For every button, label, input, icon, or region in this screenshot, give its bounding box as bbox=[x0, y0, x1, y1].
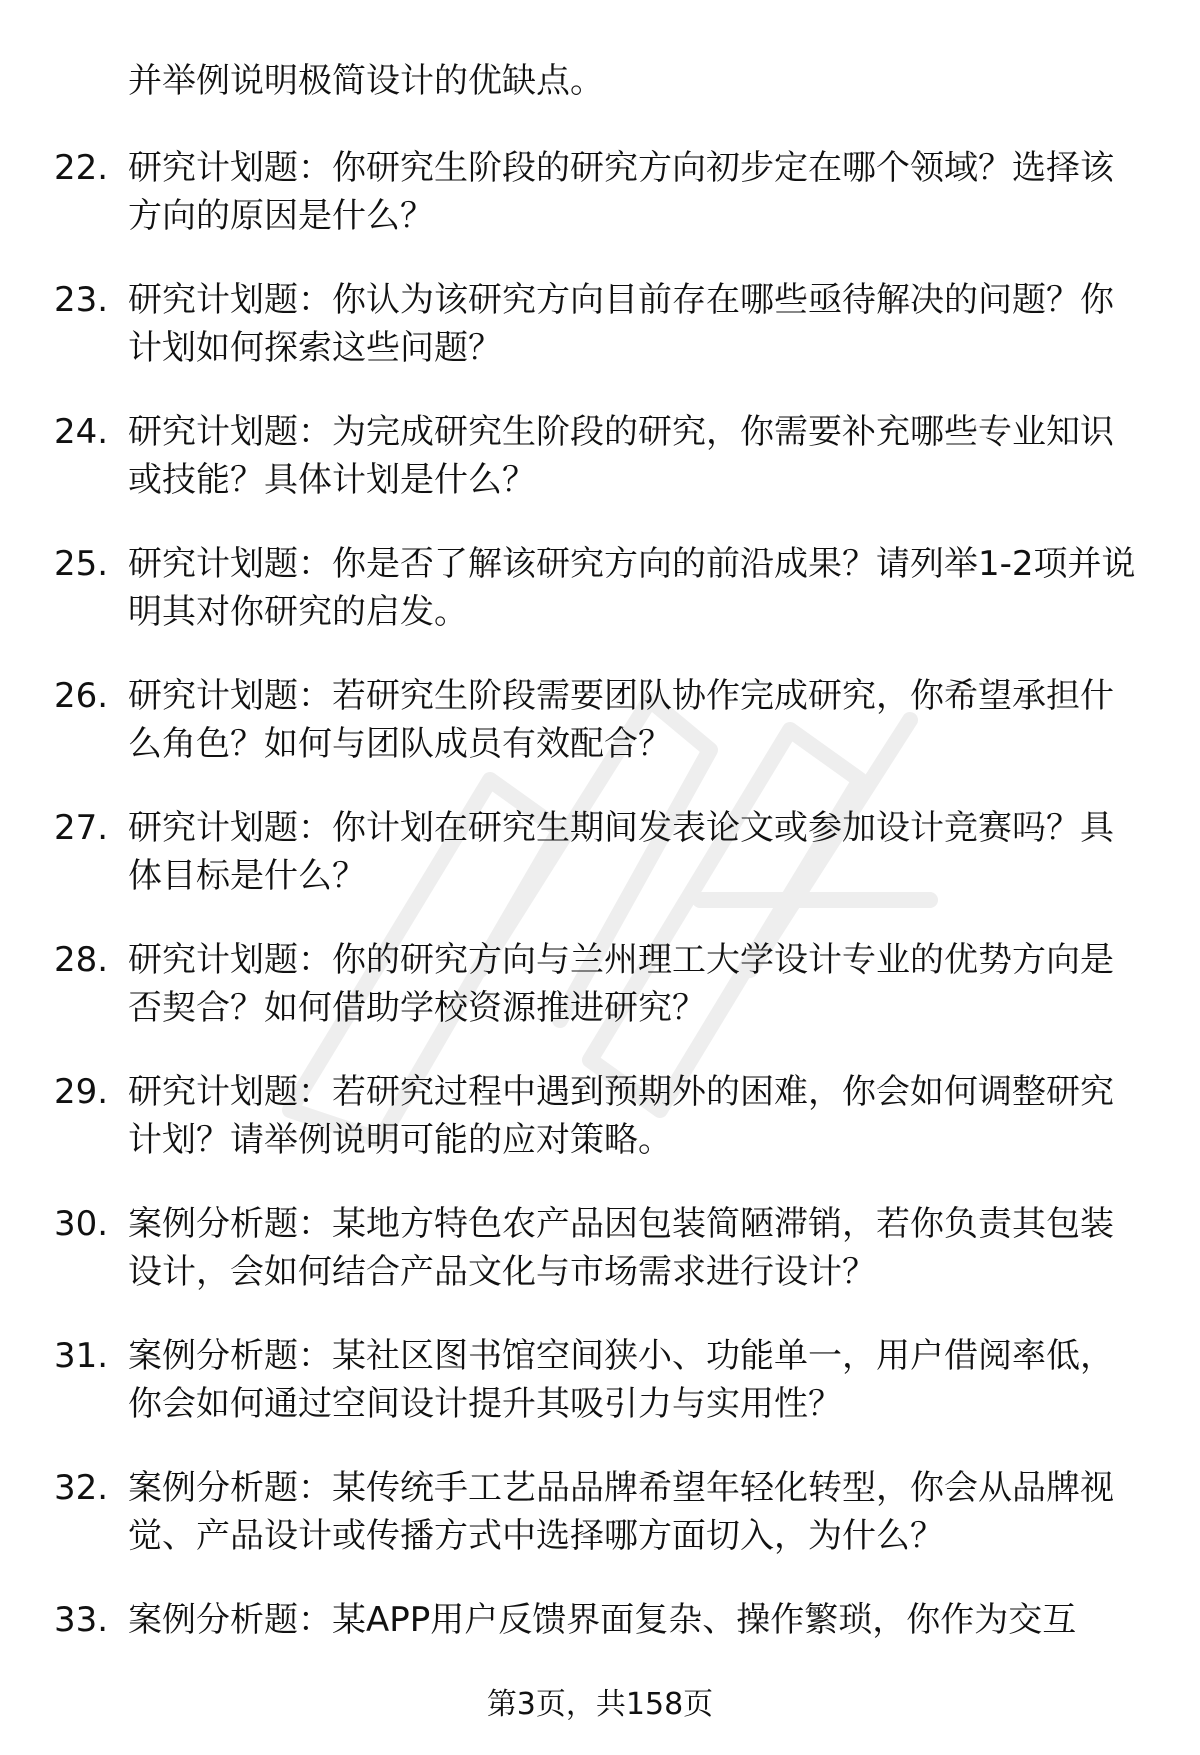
list-item bbox=[0, 804, 1200, 936]
item-text: 案例分析题：某地方特色农产品因包装简陋滞销，若你负责其包装设计，会如何结合产品文化与市场需求进行设计？ bbox=[128, 1204, 1114, 1292]
list-item bbox=[0, 1068, 1200, 1200]
item-text: 研究计划题：为完成研究生阶段的研究，你需要补充哪些专业知识或技能？具体计划是什么？ bbox=[128, 412, 1114, 500]
item-text: 研究计划题：你的研究方向与兰州理工大学设计专业的优势方向是否契合？如何借助学校资源推进研究？ bbox=[128, 940, 1114, 1028]
list-item bbox=[0, 276, 1200, 408]
item-text: 研究计划题：你认为该研究方向目前存在哪些亟待解决的问题？你计划如何探索这些问题？ bbox=[128, 280, 1114, 368]
list-item bbox=[0, 936, 1200, 1068]
item-text: 案例分析题：某传统手工艺品品牌希望年轻化转型，你会从品牌视觉、产品设计或传播方式中选择哪方面切入，为什么？ bbox=[128, 1468, 1114, 1556]
item-number: 27. bbox=[54, 808, 109, 848]
item-number: 22. bbox=[54, 148, 109, 188]
item-number: 24. bbox=[54, 412, 109, 452]
list-item bbox=[0, 672, 1200, 804]
item-number: 28. bbox=[54, 940, 109, 980]
item-number: 29. bbox=[54, 1072, 109, 1112]
item-text: 研究计划题：若研究生阶段需要团队协作完成研究，你希望承担什么角色？如何与团队成员有效配合？ bbox=[128, 676, 1114, 764]
list-item bbox=[0, 1464, 1200, 1596]
item-number: 23. bbox=[54, 280, 109, 320]
page-footer: 第3页，共158页 bbox=[486, 1687, 714, 1722]
item-text: 研究计划题：你是否了解该研究方向的前沿成果？请列举1-2项并说明其对你研究的启发。 bbox=[128, 544, 1136, 632]
list-item bbox=[0, 540, 1200, 672]
question-list bbox=[0, 144, 1200, 1728]
item-text: 案例分析题：某APP用户反馈界面复杂、操作繁琐，你作为交互 bbox=[128, 1600, 1077, 1640]
item-number: 25. bbox=[54, 544, 109, 584]
item-number: 30. bbox=[54, 1204, 109, 1244]
item-number: 26. bbox=[54, 676, 109, 716]
list-item bbox=[0, 1332, 1200, 1464]
item-number: 31. bbox=[54, 1336, 109, 1376]
item-text: 研究计划题：你研究生阶段的研究方向初步定在哪个领域？选择该方向的原因是什么？ bbox=[128, 148, 1114, 236]
list-item bbox=[0, 408, 1200, 540]
item-text: 研究计划题：若研究过程中遇到预期外的困难，你会如何调整研究计划？请举例说明可能的应对策略。 bbox=[128, 1072, 1114, 1160]
continuation-text: 并举例说明极简设计的优缺点。 bbox=[128, 61, 604, 101]
item-number: 33. bbox=[54, 1600, 109, 1640]
item-text: 研究计划题：你计划在研究生期间发表论文或参加设计竞赛吗？具体目标是什么？ bbox=[128, 808, 1114, 896]
item-number: 32. bbox=[54, 1468, 109, 1508]
list-item bbox=[0, 144, 1200, 276]
item-text: 案例分析题：某社区图书馆空间狭小、功能单一，用户借阅率低，你会如何通过空间设计提升其吸引力与实用性？ bbox=[128, 1336, 1114, 1424]
list-item bbox=[0, 1200, 1200, 1332]
